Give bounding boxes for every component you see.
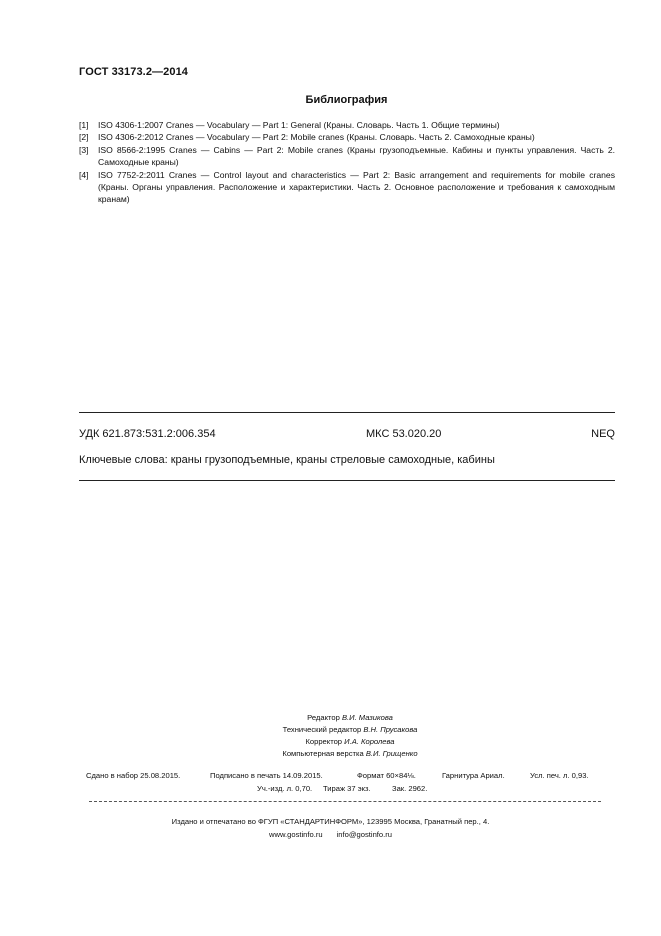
credit-tech-editor: Технический редактор В.Н. Прусакова bbox=[282, 725, 418, 734]
credits-block bbox=[200, 712, 500, 760]
order-number: Зак. 2962. bbox=[392, 784, 428, 793]
bibliography-list bbox=[79, 119, 615, 206]
credit-layout: Компьютерная верстка В.И. Грищенко bbox=[282, 749, 418, 758]
equivalence-degree: NEQ bbox=[591, 428, 615, 440]
print-run: Тираж 37 экз. bbox=[323, 784, 371, 793]
submitted-date: Сдано в набор 25.08.2015. bbox=[86, 771, 181, 780]
dashed-divider bbox=[89, 801, 601, 802]
signed-date: Подписано в печать 14.09.2015. bbox=[210, 771, 323, 780]
bibliography-item bbox=[79, 169, 615, 206]
bibliography-item bbox=[79, 119, 615, 131]
bibliography-title: Библиография bbox=[305, 94, 388, 106]
print-info-line-1 bbox=[86, 769, 602, 782]
keywords: Ключевые слова: краны грузоподъемные, краны стреловые самоходные, кабины bbox=[79, 454, 495, 466]
publishing-sheets: Уч.-изд. л. 0,70. bbox=[257, 784, 313, 793]
ref-number: [1] bbox=[79, 120, 89, 130]
typeface: Гарнитура Ариал. bbox=[442, 771, 505, 780]
document-code: ГОСТ 33173.2—2014 bbox=[79, 66, 189, 78]
udc-code: УДК 621.873:531.2:006.354 bbox=[79, 428, 216, 440]
print-info-line-2 bbox=[86, 782, 602, 795]
divider-top bbox=[79, 412, 615, 413]
divider-bottom bbox=[79, 480, 615, 481]
bibliography-item bbox=[79, 131, 615, 143]
ref-text: ISO 7752-2:2011 Cranes — Control layout and characteristics — Part 2: Basic arrangement and requirements for mobile cranes (Краны. Органы управления. Расположение и характеристики. Часть 2. Основное расположение и требования к самоходным кранам) bbox=[98, 169, 615, 205]
paper-format: Формат 60×84⅛. bbox=[357, 771, 416, 780]
print-sheets: Усл. печ. л. 0,93. bbox=[530, 771, 589, 780]
print-info bbox=[86, 769, 602, 795]
mks-code: МКС 53.020.20 bbox=[366, 428, 442, 440]
publisher-website[interactable]: www.gostinfo.ru bbox=[268, 830, 323, 839]
credit-corrector: Корректор И.А. Королева bbox=[305, 737, 395, 746]
publisher-email[interactable]: info@gostinfo.ru bbox=[336, 830, 393, 839]
publisher-contacts bbox=[269, 828, 392, 841]
ref-text: ISO 4306-1:2007 Cranes — Vocabulary — Part 1: General (Краны. Словарь. Часть 1. Общие термины) bbox=[98, 120, 500, 130]
credit-editor: Редактор В.И. Мазикова bbox=[307, 713, 393, 722]
ref-text: ISO 4306-2:2012 Cranes — Vocabulary — Part 2: Mobile cranes (Краны. Словарь. Часть 2. Самоходные краны) bbox=[98, 132, 535, 143]
ref-number: [3] bbox=[79, 144, 89, 155]
publisher-line: Издано и отпечатано во ФГУП «СТАНДАРТИНФОРМ», 123995 Москва, Гранатный пер., 4. bbox=[171, 817, 490, 826]
bibliography-item bbox=[79, 144, 615, 169]
ref-number: [2] bbox=[79, 132, 89, 143]
ref-text: ISO 8566-2:1995 Cranes — Cabins — Part 2: Mobile cranes (Краны грузоподъемные. Кабины и пункты управления. Часть 2. Самоходные краны) bbox=[98, 144, 615, 168]
ref-number: [4] bbox=[79, 169, 89, 180]
publisher-block bbox=[0, 815, 661, 841]
